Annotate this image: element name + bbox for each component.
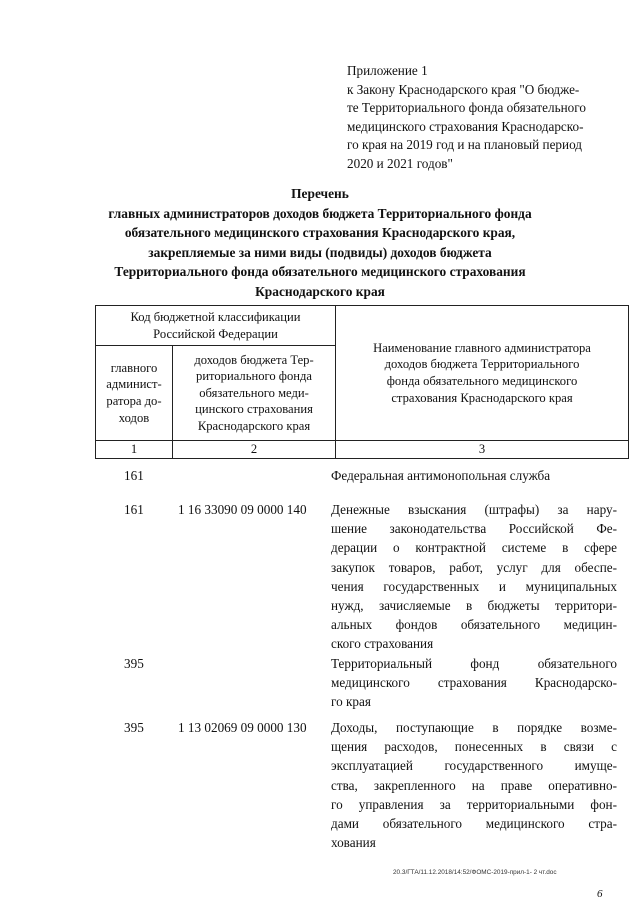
file-footer: 20.3/ГТА/11.12.2018/14:52/ФОМС-2019-прил-1- 2 чт.doc [393, 869, 557, 876]
row-name-line: ства, закрепленного на праве оперативно- [331, 777, 617, 793]
appendix-line: го края на 2019 год и на плановый период [347, 137, 582, 153]
title-line: главных администраторов доходов бюджета Территориального фонда [108, 205, 532, 221]
title-line: Перечень [291, 186, 349, 201]
col2-header-line: обязательного меди- [199, 385, 309, 400]
row-name-line: Доходы, поступающие в порядке возме- [331, 720, 617, 735]
col2-header-line: цинского страхования [195, 402, 313, 417]
col1-header-line: главного [110, 360, 158, 375]
col3-header-line: фонда обязательного медицинского [386, 374, 578, 388]
row-admin-code: 395 [124, 656, 144, 671]
admin-code-header [96, 346, 173, 441]
row-name-line: эксплуатацией государственного имуще- [331, 758, 617, 774]
col2-header-line: доходов бюджета Тер- [194, 352, 314, 367]
document-title [60, 184, 580, 302]
col3-header-line: страхования Краснодарского края [391, 390, 573, 405]
row-income-code: 1 16 33090 09 0000 140 [178, 502, 307, 517]
row-admin-code: 395 [124, 720, 144, 735]
row-name-line: нужд, зачисляемые в бюджеты территори- [331, 598, 617, 614]
column-number-1: 1 [96, 441, 173, 459]
title-line: закрепляемые за ними виды (подвиды) доходов бюджета [148, 244, 492, 260]
appendix-header [347, 62, 617, 174]
col3-header-line: доходов бюджета Территориального [384, 357, 580, 372]
row-name-line: медицинского страхования Краснодарско- [331, 675, 617, 691]
row-name-line: дерации о контрактной системе в сфере [331, 540, 617, 556]
bcc-group-line: Российской Федерации [153, 326, 278, 341]
admin-name-header [336, 306, 629, 441]
income-code-header [173, 346, 336, 441]
col2-header-line: Краснодарского края [197, 418, 311, 433]
row-name-line: хования [331, 835, 376, 851]
title-line: Краснодарского края [255, 283, 385, 299]
row-name [331, 466, 617, 485]
col3-header-line: Наименование главного администратора [373, 340, 591, 355]
title-line: обязательного медицинского страхования Краснодарского края, [124, 225, 516, 241]
appendix-line: те Территориального фонда обязательного [347, 100, 586, 116]
col1-header-line: админист- [106, 377, 162, 392]
row-name [331, 718, 617, 852]
row-name-line: Денежные взыскания (штрафы) за нару- [331, 502, 617, 517]
col1-header-line: ратора до- [106, 394, 162, 408]
row-name-line: го края [331, 694, 371, 710]
row-name-line: закупок товаров, работ, услуг для обеспе- [331, 559, 617, 575]
row-name-line: го управления за территориальными фон- [331, 796, 617, 812]
page-number: 6 [597, 888, 603, 900]
bcc-group-line: Код бюджетной классификации [130, 309, 301, 324]
row-name-line: дами обязательного медицинского стра- [331, 816, 617, 832]
column-number-3: 3 [336, 441, 629, 459]
col1-header-line: ходов [118, 410, 150, 425]
row-name-line: Территориальный фонд обязательного [331, 656, 617, 671]
row-name [331, 654, 617, 712]
bcc-group-header [96, 306, 336, 346]
row-name-line: Федеральная антимонопольная служба [331, 468, 551, 483]
row-name [331, 500, 617, 654]
appendix-line: 2020 и 2021 годов" [347, 155, 453, 171]
row-name-line: щения расходов, понесенных в связи с [331, 739, 617, 755]
row-name-line: альных фондов обязательного медицин- [331, 617, 617, 633]
column-number-2: 2 [173, 441, 336, 459]
col2-header-line: риториального фонда [196, 369, 312, 384]
appendix-line: Приложение 1 [347, 63, 428, 78]
row-name-line: шение законодательства Российской Фе- [331, 521, 617, 537]
appendix-line: медицинского страхования Краснодарско- [347, 118, 584, 134]
title-line: Территориального фонда обязательного медицинского страхования [114, 264, 526, 280]
row-income-code: 1 13 02069 09 0000 130 [178, 720, 307, 735]
row-name-line: ского страхования [331, 636, 434, 652]
row-name-line: чения государственных и муниципальных [331, 578, 617, 594]
appendix-line: к Закону Краснодарского края "О бюдже- [347, 81, 580, 97]
row-admin-code: 161 [124, 468, 144, 483]
table-header [95, 305, 629, 459]
row-admin-code: 161 [124, 502, 144, 517]
